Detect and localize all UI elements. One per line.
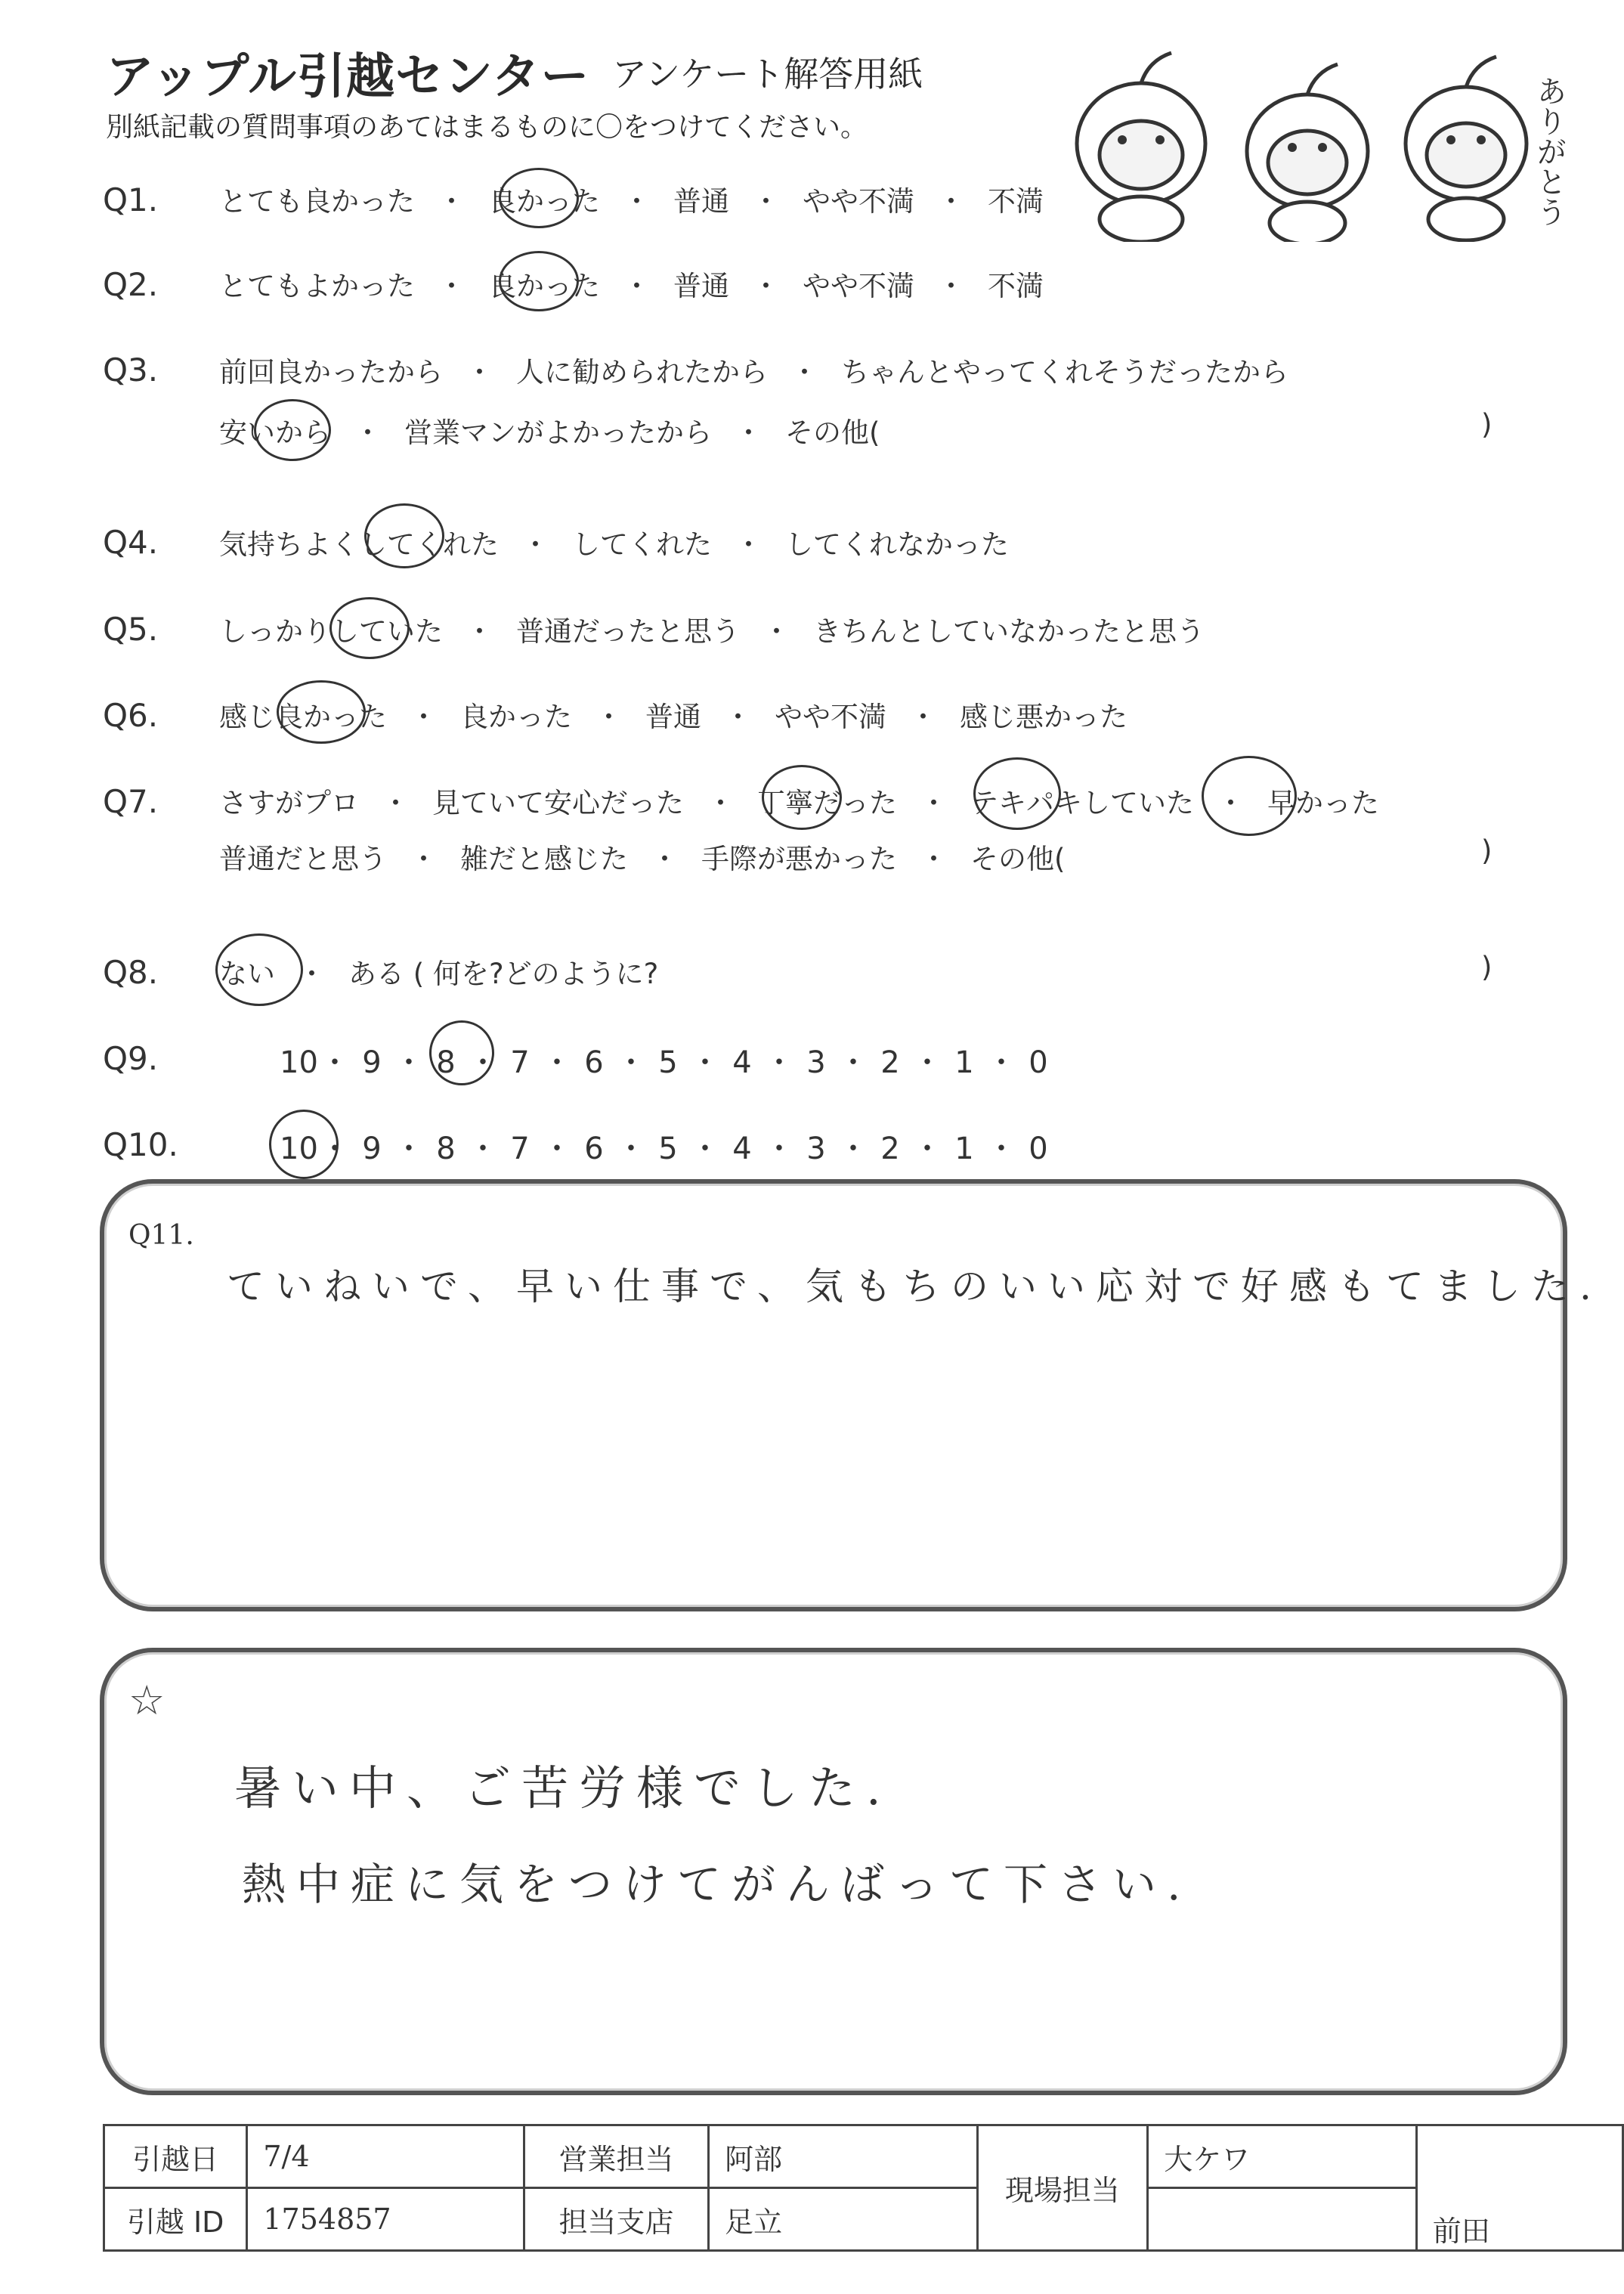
q1-option[interactable]: 不満 <box>988 185 1044 218</box>
q4-option[interactable]: 気持ちよくしてくれた <box>219 528 499 561</box>
q9-score[interactable]: 4 <box>732 1045 752 1080</box>
q6-label: Q6. <box>103 697 159 734</box>
q3-options-line2: 安いから ・ 営業マンがよかったから ・ その他( <box>219 410 880 450</box>
q1-answer-circle <box>499 168 579 228</box>
q7-option[interactable]: 見ていて安心だった <box>432 787 684 819</box>
q9-scale: 10・ 9 ・ 8 ・ 7 ・ 6 ・ 5 ・ 4 ・ 3 ・ 2 ・ 1 ・ 0 <box>280 1039 1056 1082</box>
q9-score[interactable]: 2 <box>880 1045 900 1080</box>
q6-option[interactable]: 感じ悪かった <box>960 701 1128 733</box>
q7-answer-circle <box>973 757 1061 830</box>
sales-staff-value: 阿部 <box>709 2125 977 2188</box>
q6-option[interactable]: やや不満 <box>775 701 886 733</box>
q10-score[interactable]: 1 <box>954 1132 974 1166</box>
q7-options-line1: さすがプロ ・ 見ていて安心だった ・ 丁寧だった ・ テキパキしていた ・ 早かった <box>219 780 1379 821</box>
q9-score[interactable]: 7 <box>510 1045 530 1080</box>
q10-score[interactable]: 8 <box>436 1132 456 1166</box>
site-staff-value-1: 大ケワ <box>1148 2125 1416 2188</box>
q10-score[interactable]: 6 <box>584 1132 604 1166</box>
q11-comment-box[interactable] <box>100 1179 1567 1611</box>
q4-answer-circle <box>364 503 444 568</box>
q10-label: Q10. <box>103 1126 178 1163</box>
q7-option[interactable]: 手際が悪かった <box>701 843 897 875</box>
q10-score[interactable]: 0 <box>1029 1132 1048 1166</box>
q7-option[interactable]: その他( <box>970 843 1066 875</box>
q5-option[interactable]: しっかりしていた <box>219 615 443 648</box>
q8-option[interactable]: ある ( 何を?どのように? <box>348 958 659 990</box>
q10-scale: 10・ 9 ・ 8 ・ 7 ・ 6 ・ 5 ・ 4 ・ 3 ・ 2 ・ 1 ・ 0 <box>280 1125 1056 1168</box>
q10-score[interactable]: 4 <box>732 1132 752 1166</box>
q9-score[interactable]: 5 <box>658 1045 678 1080</box>
q7-label: Q7. <box>103 783 159 820</box>
q9-score[interactable]: 10 <box>280 1045 318 1080</box>
q1-option[interactable]: 良かった <box>488 185 600 218</box>
q2-option[interactable]: 普通 <box>673 270 729 302</box>
q4-option[interactable]: してくれた <box>572 528 712 561</box>
q7-options-line2: 普通だと思う ・ 雑だと感じた ・ 手際が悪かった ・ その他( <box>219 836 1065 877</box>
star-icon: ☆ <box>128 1676 165 1724</box>
q1-option[interactable]: やや不満 <box>803 185 914 218</box>
q9-label: Q9. <box>103 1040 159 1077</box>
q3-answer-circle <box>254 399 331 461</box>
move-info-table <box>103 2124 1624 2252</box>
site-staff-value-2: 前田 <box>1432 2215 1490 2248</box>
q7-option[interactable]: 丁寧だった <box>757 787 897 819</box>
q4-label: Q4. <box>103 524 159 561</box>
q7-close-paren: ) <box>1481 834 1493 867</box>
q9-score[interactable]: 3 <box>806 1045 826 1080</box>
q9-score[interactable]: 0 <box>1029 1045 1048 1080</box>
move-date-value: 7/4 <box>247 2125 524 2188</box>
q9-score[interactable]: 8 <box>436 1045 456 1080</box>
q7-option[interactable]: テキパキしていた <box>970 787 1194 819</box>
site-staff-cell-2 <box>1416 2125 1622 2251</box>
message-line-1: 暑い中、ご苦労様でした. <box>234 1760 892 1816</box>
q2-answer-circle <box>499 251 579 311</box>
instruction-text: 別紙記載の質問事項のあてはまるものに〇をつけてください。 <box>106 112 868 143</box>
q10-answer-circle <box>269 1110 339 1179</box>
q11-label: Q11. <box>128 1220 194 1251</box>
q3-option[interactable]: 人に勧められたから <box>516 356 768 389</box>
q2-options: とてもよかった ・ 良かった ・ 普通 ・ やや不満 ・ 不満 <box>219 263 1044 304</box>
q1-label: Q1. <box>103 181 159 218</box>
q6-option[interactable]: 良かった <box>460 701 572 733</box>
q6-answer-circle <box>277 680 366 744</box>
q3-option[interactable]: 前回良かったから <box>219 356 443 389</box>
q2-label: Q2. <box>103 266 159 303</box>
q2-option[interactable]: やや不満 <box>803 270 914 302</box>
q3-option[interactable]: ちゃんとやってくれそうだったから <box>841 356 1288 389</box>
move-id-label: 引越 ID <box>104 2188 247 2251</box>
branch-label: 担当支店 <box>524 2188 709 2251</box>
form-subtitle: アンケート解答用紙 <box>612 54 923 94</box>
q4-option[interactable]: してくれなかった <box>785 528 1009 561</box>
q3-option[interactable]: その他( <box>785 416 880 449</box>
q3-options-line1: 前回良かったから ・ 人に勧められたから ・ ちゃんとやってくれそうだったから <box>219 349 1288 390</box>
q7-answer-circle <box>762 765 842 830</box>
mascot-illustration <box>1028 38 1572 242</box>
q2-option[interactable]: とてもよかった <box>219 270 415 302</box>
branch-value: 足立 <box>709 2188 977 2251</box>
q10-score[interactable]: 7 <box>510 1132 530 1166</box>
q6-options: 感じ良かった ・ 良かった ・ 普通 ・ やや不満 ・ 感じ悪かった <box>219 694 1128 735</box>
q8-option[interactable]: ない <box>219 958 275 990</box>
q10-score[interactable]: 10 <box>280 1132 318 1166</box>
q8-close-paren: ) <box>1481 951 1493 983</box>
site-staff-label: 現場担当 <box>977 2125 1148 2251</box>
mascot-3 <box>1406 57 1527 240</box>
q1-option[interactable]: とても良かった <box>219 185 415 218</box>
q1-options: とても良かった ・ 良かった ・ 普通 ・ やや不満 ・ 不満 <box>219 178 1044 219</box>
move-id-value: 1754857 <box>247 2188 524 2251</box>
q1-option[interactable]: 普通 <box>673 185 729 218</box>
q5-label: Q5. <box>103 611 159 648</box>
q3-option[interactable]: 営業マンがよかったから <box>404 416 712 449</box>
q8-options: ない ・ ある ( 何を?どのように? <box>219 951 658 992</box>
message-line-2: 熱中症に気をつけてがんばって下さい. <box>242 1859 1192 1910</box>
q9-score[interactable]: 9 <box>362 1045 382 1080</box>
q11-answer-text: ていねいで、早い仕事で、気もちのいい応対で好感もてました. <box>227 1265 1602 1308</box>
q8-answer-circle <box>215 933 303 1006</box>
q10-score[interactable]: 3 <box>806 1132 826 1166</box>
move-date-label: 引越日 <box>104 2125 247 2188</box>
q5-answer-circle <box>329 597 410 659</box>
mascot-text: ありがとう <box>1532 76 1567 227</box>
q2-option[interactable]: 良かった <box>488 270 600 302</box>
q3-close-paren: ) <box>1481 408 1493 441</box>
q10-score[interactable]: 2 <box>880 1132 900 1166</box>
q5-options: しっかりしていた ・ 普通だったと思う ・ きちんとしていなかったと思う <box>219 608 1205 649</box>
q8-label: Q8. <box>103 954 159 991</box>
q10-score[interactable]: 9 <box>362 1132 382 1166</box>
sales-staff-label: 営業担当 <box>524 2125 709 2188</box>
q7-option[interactable]: さすがプロ <box>219 787 359 819</box>
q9-score[interactable]: 1 <box>954 1045 974 1080</box>
q6-option[interactable]: 普通 <box>645 701 701 733</box>
q5-option[interactable]: きちんとしていなかったと思う <box>813 615 1205 648</box>
form-title: アップル引越センター <box>106 49 590 105</box>
mascot-2 <box>1247 64 1368 242</box>
q3-label: Q3. <box>103 351 159 389</box>
q10-score[interactable]: 5 <box>658 1132 678 1166</box>
q6-option[interactable]: 感じ良かった <box>219 701 387 733</box>
q9-score[interactable]: 6 <box>584 1045 604 1080</box>
mascot-1 <box>1077 53 1205 242</box>
q2-option[interactable]: 不満 <box>988 270 1044 302</box>
q7-option[interactable]: 普通だと思う <box>219 843 387 875</box>
site-staff-empty-cell <box>1148 2188 1416 2251</box>
q9-answer-circle <box>429 1020 494 1085</box>
q7-option[interactable]: 早かった <box>1267 787 1379 819</box>
q7-answer-circle <box>1202 756 1297 836</box>
q5-option[interactable]: 普通だったと思う <box>516 615 740 648</box>
q3-option[interactable]: 安いから <box>219 416 331 449</box>
q7-option[interactable]: 雑だと感じた <box>460 843 628 875</box>
q4-options: 気持ちよくしてくれた ・ してくれた ・ してくれなかった <box>219 522 1009 562</box>
